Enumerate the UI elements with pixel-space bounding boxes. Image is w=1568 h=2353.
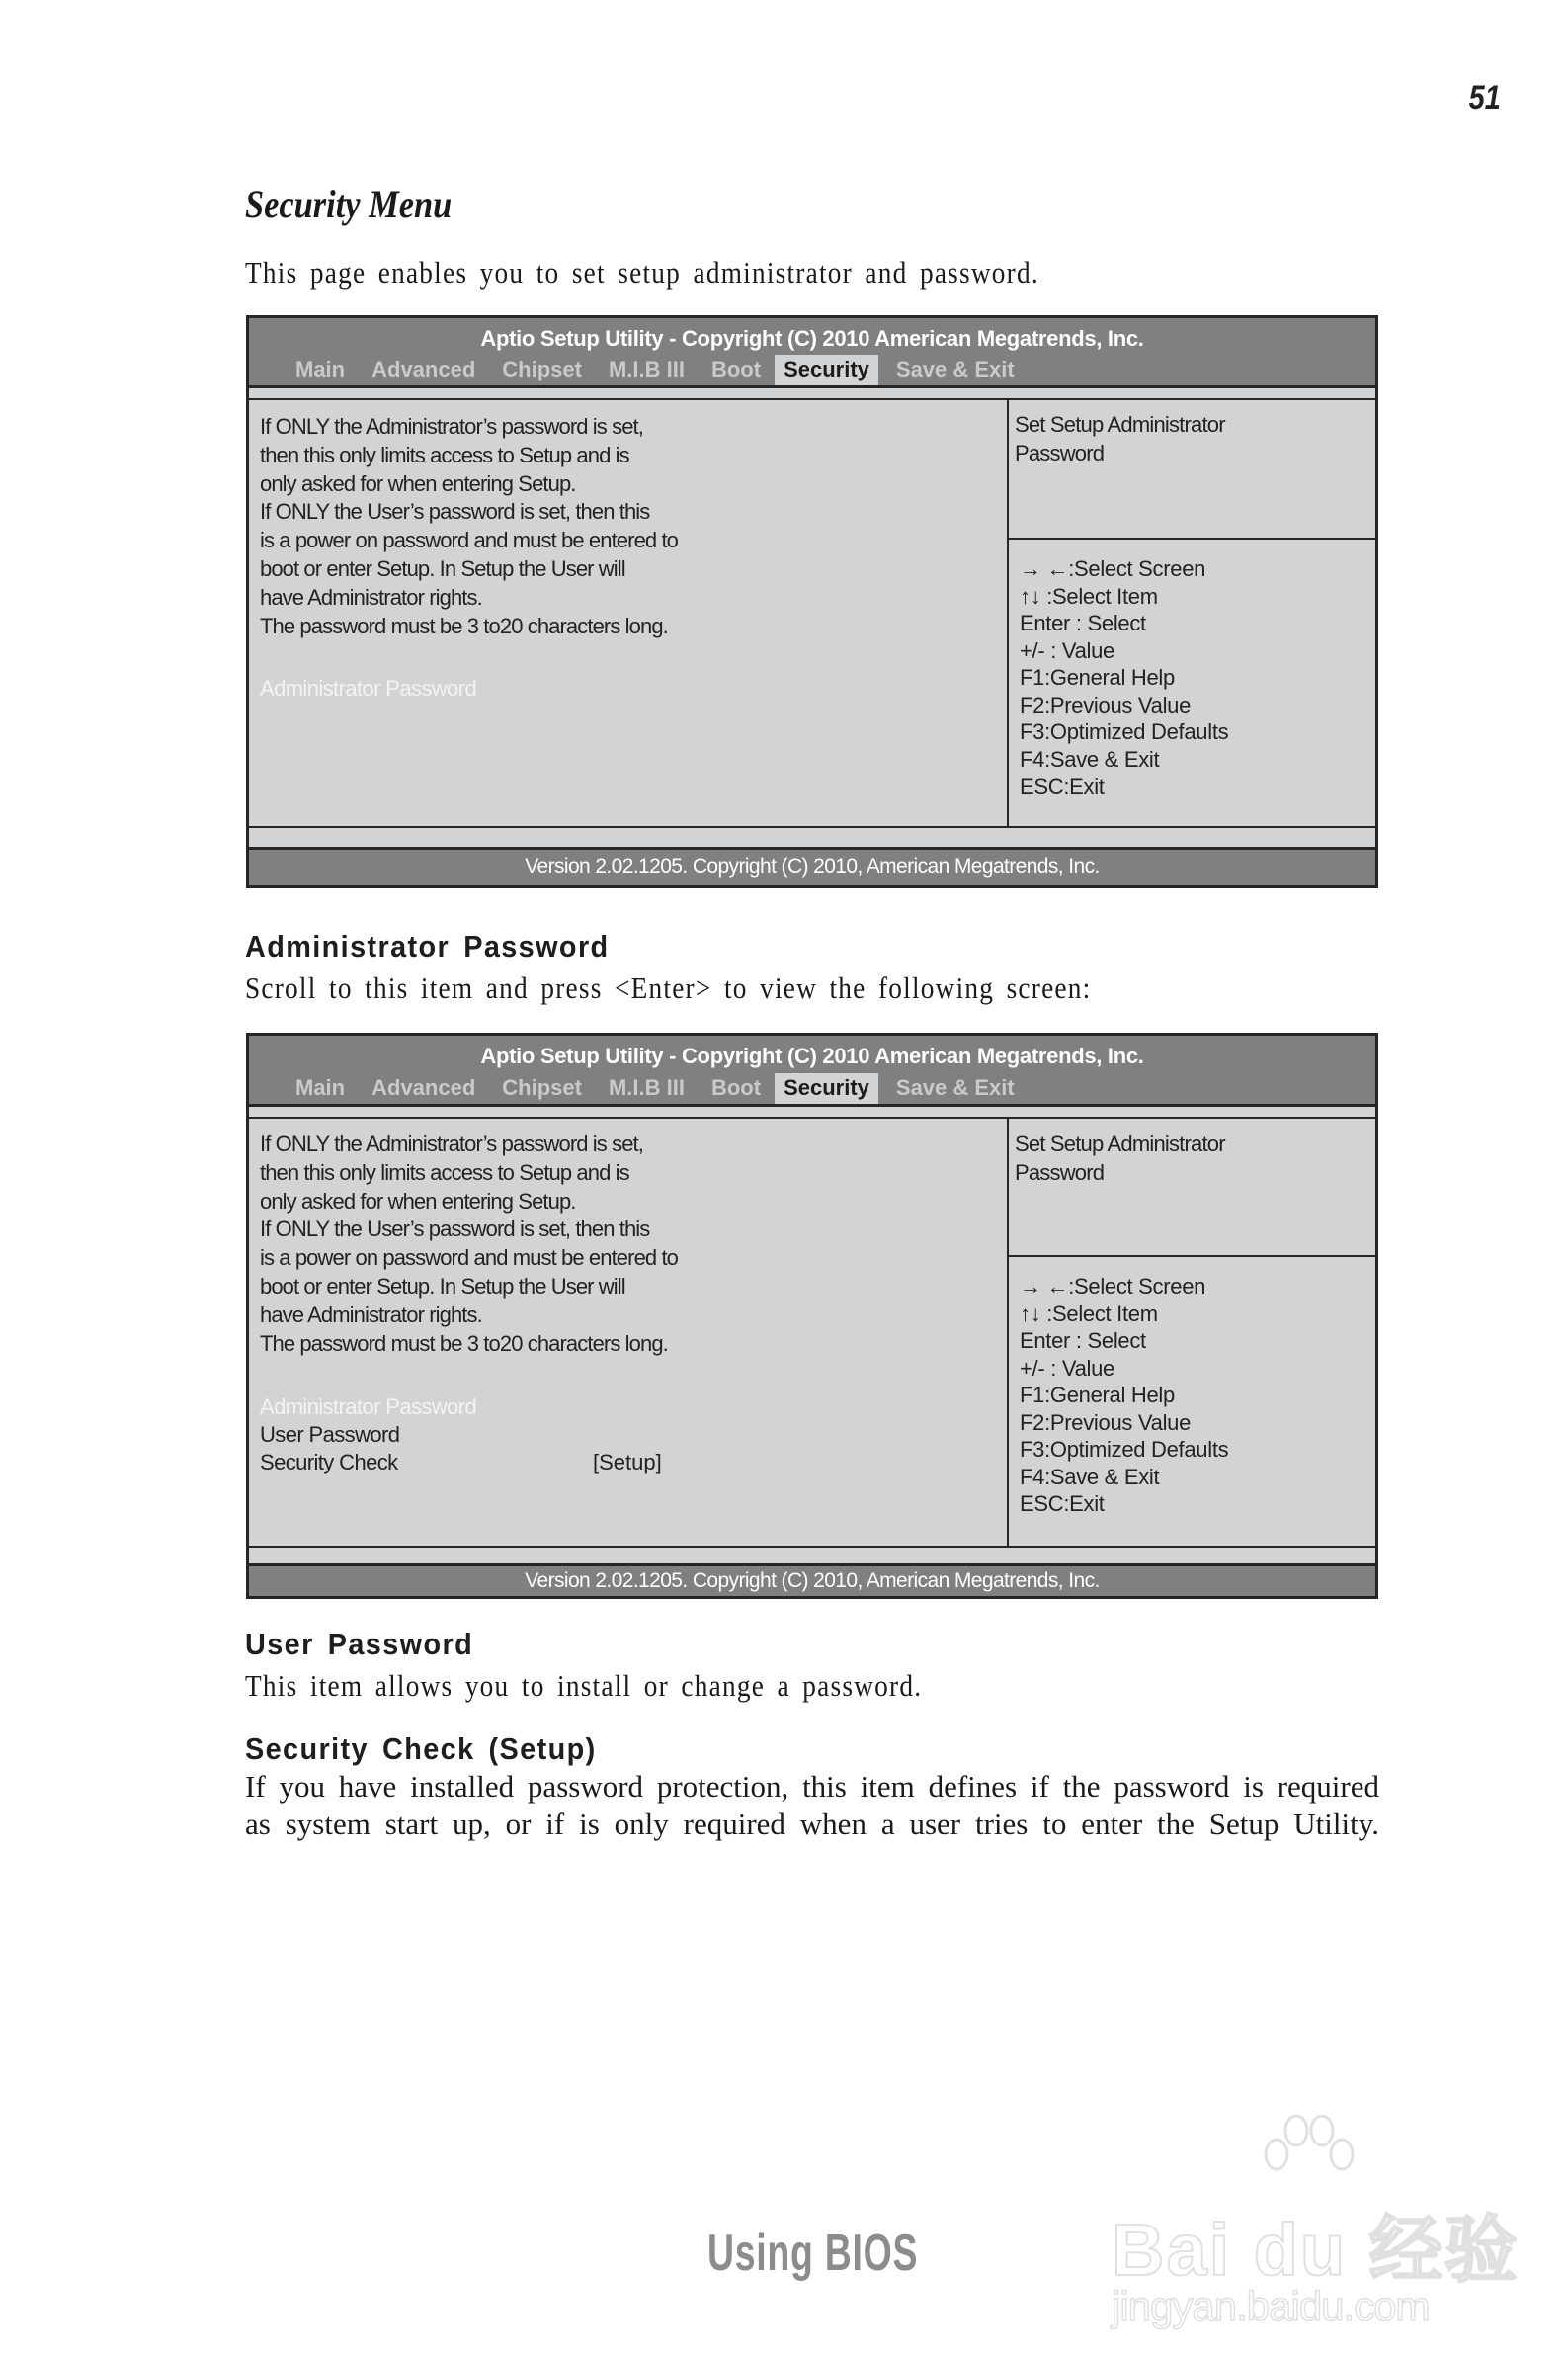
tab-advanced[interactable]: Advanced xyxy=(371,357,476,381)
menu-item-administrator-password[interactable]: Administrator Password xyxy=(260,676,477,701)
key-help-esc: ESC:Exit xyxy=(1020,774,1105,798)
bios-tab-bar xyxy=(287,354,1032,385)
description-line: Password xyxy=(1015,1160,1105,1185)
tab-chipset[interactable]: Chipset xyxy=(502,357,582,381)
help-line: then this only limits access to Setup and is xyxy=(260,442,629,467)
help-line: only asked for when entering Setup. xyxy=(260,470,576,496)
description-line: Set Setup Administrator xyxy=(1015,1132,1225,1156)
help-line: boot or enter Setup. In Setup the User will xyxy=(260,1273,625,1299)
security-menu-intro: This page enables you to set setup administrator and password. xyxy=(245,255,1039,290)
bios-bottom-strip xyxy=(249,826,1375,849)
key-help-f2: F2:Previous Value xyxy=(1020,692,1192,717)
key-help-select-item: ↑↓ :Select Item xyxy=(1020,1301,1158,1326)
security-check-body xyxy=(245,1768,1379,1843)
key-help-select-screen: → ←:Select Screen xyxy=(1020,556,1206,581)
description-line: Password xyxy=(1015,441,1105,465)
tab-boot[interactable]: Boot xyxy=(710,1075,762,1100)
help-line: If ONLY the User’s password is set, then this xyxy=(260,1217,650,1242)
tab-save-exit[interactable]: Save & Exit xyxy=(895,1075,1015,1100)
menu-item-administrator-password[interactable]: Administrator Password xyxy=(260,1394,477,1419)
key-help-select-screen: → ←:Select Screen xyxy=(1020,1274,1206,1299)
menu-item-security-check[interactable]: Security Check xyxy=(260,1450,398,1474)
tab-advanced[interactable]: Advanced xyxy=(371,1075,476,1100)
tab-chipset[interactable]: Chipset xyxy=(502,1075,582,1100)
tab-mib-iii[interactable]: M.I.B III xyxy=(608,1075,685,1100)
bios-screen-2 xyxy=(246,1033,1378,1599)
user-password-body: This item allows you to install or change a password. xyxy=(245,1668,923,1703)
watermark-url: jingyan.baidu.com xyxy=(1112,2283,1430,2329)
tab-boot[interactable]: Boot xyxy=(710,357,762,381)
section-title-user-password: User Password xyxy=(245,1627,474,1661)
bios-title: Aptio Setup Utility - Copyright (C) 2010 American Megatrends, Inc. xyxy=(480,1044,1144,1068)
tab-security[interactable]: Security xyxy=(775,355,878,385)
bios-right-divider xyxy=(1007,538,1375,540)
section-title-security-check: Security Check (Setup) xyxy=(245,1731,597,1766)
help-line: have Administrator rights. xyxy=(260,584,482,610)
bios-footer: Version 2.02.1205. Copyright (C) 2010, American Megatrends, Inc. xyxy=(249,847,1375,885)
section-title-security-menu: Security Menu xyxy=(245,182,453,226)
item-description xyxy=(1015,1130,1225,1187)
key-help-f1: F1:General Help xyxy=(1020,1383,1175,1407)
bios-help-text xyxy=(260,1131,678,1358)
bios-top-strip xyxy=(249,1107,1375,1119)
key-help-value: +/- : Value xyxy=(1020,637,1114,663)
menu-item-user-password[interactable]: User Password xyxy=(260,1422,400,1447)
key-help-value: +/- : Value xyxy=(1020,1355,1114,1381)
body-line: If you have installed password protection, this item defines if the password is required xyxy=(245,1769,1379,1804)
description-line: Set Setup Administrator xyxy=(1015,412,1225,437)
help-line: If ONLY the Administrator’s password is set, xyxy=(260,414,643,439)
paw-icon xyxy=(1255,2115,1363,2204)
key-help-enter: Enter : Select xyxy=(1020,1328,1146,1353)
key-help-select-item: ↑↓ :Select Item xyxy=(1020,583,1158,609)
key-help-f4: F4:Save & Exit xyxy=(1020,1464,1160,1489)
baidu-watermark xyxy=(1112,2115,1520,2332)
bios-header xyxy=(249,318,1375,388)
key-help-list xyxy=(1020,555,1228,800)
help-line: boot or enter Setup. In Setup the User will xyxy=(260,555,625,581)
bios-right-divider xyxy=(1007,1255,1375,1257)
help-line: is a power on password and must be entered to xyxy=(260,1245,678,1271)
bios-header xyxy=(249,1036,1375,1107)
help-line: only asked for when entering Setup. xyxy=(260,1188,576,1214)
help-line: The password must be 3 to20 characters long. xyxy=(260,613,668,638)
tab-security[interactable]: Security xyxy=(775,1073,878,1104)
item-description xyxy=(1015,410,1225,467)
tab-main[interactable]: Main xyxy=(295,1075,346,1100)
key-help-f4: F4:Save & Exit xyxy=(1020,746,1160,772)
bios-tab-bar xyxy=(287,1072,1032,1104)
watermark-brand: Bai du 经验 xyxy=(1112,2209,1520,2291)
key-help-f2: F2:Previous Value xyxy=(1020,1409,1192,1435)
bios-column-divider xyxy=(1007,1119,1009,1548)
key-help-f1: F1:General Help xyxy=(1020,665,1175,690)
chapter-footer-label: Using BIOS xyxy=(707,2225,919,2282)
help-line: If ONLY the User’s password is set, then this xyxy=(260,499,650,525)
section-title-administrator-password: Administrator Password xyxy=(245,929,610,964)
bios-column-divider xyxy=(1007,400,1009,826)
help-line: have Administrator rights. xyxy=(260,1302,482,1327)
bios-help-text xyxy=(260,413,678,640)
help-line: The password must be 3 to20 characters long. xyxy=(260,1330,668,1356)
bios-footer: Version 2.02.1205. Copyright (C) 2010, American Megatrends, Inc. xyxy=(249,1563,1375,1596)
tab-mib-iii[interactable]: M.I.B III xyxy=(608,357,685,381)
help-line: then this only limits access to Setup and is xyxy=(260,1159,629,1185)
key-help-list xyxy=(1020,1273,1228,1518)
help-line: If ONLY the Administrator’s password is set, xyxy=(260,1132,643,1156)
administrator-password-body: Scroll to this item and press <Enter> to view the following screen: xyxy=(245,970,1092,1005)
bios-top-strip xyxy=(249,388,1375,400)
key-help-esc: ESC:Exit xyxy=(1020,1491,1105,1516)
bios-screen-1 xyxy=(246,315,1378,888)
tab-main[interactable]: Main xyxy=(295,357,346,381)
key-help-f3: F3:Optimized Defaults xyxy=(1020,1437,1229,1462)
key-help-enter: Enter : Select xyxy=(1020,611,1146,635)
body-line: as system start up, or if is only required when a user tries to enter the Setup Utility. xyxy=(245,1807,1379,1841)
help-line: is a power on password and must be entered to xyxy=(260,528,678,553)
security-check-value[interactable]: [Setup] xyxy=(593,1450,662,1474)
key-help-f3: F3:Optimized Defaults xyxy=(1020,719,1229,744)
page-number: 51 xyxy=(1468,79,1501,117)
tab-save-exit[interactable]: Save & Exit xyxy=(895,357,1015,381)
bios-title: Aptio Setup Utility - Copyright (C) 2010 American Megatrends, Inc. xyxy=(480,326,1144,351)
